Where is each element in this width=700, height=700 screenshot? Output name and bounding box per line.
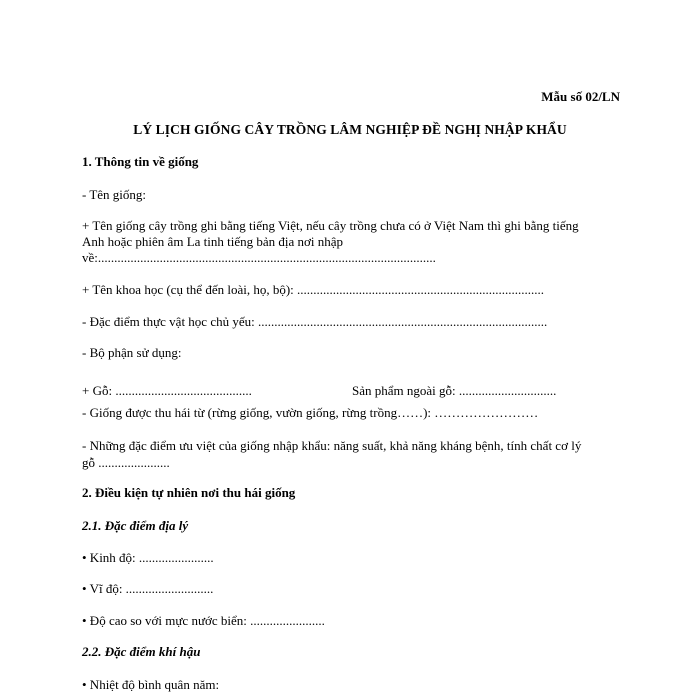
section-2-heading: 2. Điều kiện tự nhiên nơi thu hái giống (82, 485, 296, 500)
field-ten-giong: - Tên giống: (82, 187, 147, 202)
field-go: + Gỗ: .......................................... (82, 383, 252, 398)
field-uu-viet-line1: - Những đặc điểm ưu việt của giống nhập khẩu: năng suất, khả năng kháng bệnh, tính chất cơ lý (82, 438, 582, 453)
field-dac-diem-thuc-vat: - Đặc điểm thực vật học chủ yếu: ......................................................................................... (82, 314, 548, 329)
form-code: Mẫu số 02/LN (541, 89, 620, 104)
document-title: LÝ LỊCH GIỐNG CÂY TRỒNG LÂM NGHIỆP ĐỀ NGHỊ NHẬP KHẨU (133, 122, 567, 137)
field-ten-khoa-hoc: + Tên khoa học (cụ thể đến loài, họ, bộ): ............................................................................ (82, 282, 545, 297)
subsection-2-1-heading: 2.1. Đặc điểm địa lý (82, 518, 189, 533)
field-do-cao: • Độ cao so với mực nước biển: ....................... (82, 613, 325, 628)
section-1-heading: 1. Thông tin về giống (82, 154, 199, 169)
subsection-2-2-heading: 2.2. Đặc điểm khí hậu (82, 644, 201, 659)
field-vi-do: • Vĩ độ: ........................... (82, 581, 214, 596)
field-kinh-do: • Kinh độ: ....................... (82, 550, 214, 565)
field-ten-viet-line1: + Tên giống cây trồng ghi bằng tiếng Việt, nếu cây trồng chưa có ở Việt Nam thì ghi bằng tiếng (82, 218, 579, 233)
field-nhiet-do: • Nhiệt độ bình quân năm: (82, 677, 220, 692)
field-ten-viet-line3: về:........................................................................................................ (82, 250, 436, 265)
field-uu-viet-line2: gỗ ...................... (82, 455, 170, 470)
field-bo-phan-su-dung: - Bộ phận sử dụng: (82, 345, 182, 360)
field-ten-viet-line2: Anh hoặc phiên âm La tinh tiếng bản địa nơi nhập (82, 234, 344, 249)
field-san-pham-ngoai-go: Sản phẩm ngoài gỗ: .............................. (352, 383, 557, 398)
field-giong-thu-hai: - Giống được thu hái từ (rừng giống, vườn giống, rừng trồng……): …………………… (82, 405, 539, 420)
